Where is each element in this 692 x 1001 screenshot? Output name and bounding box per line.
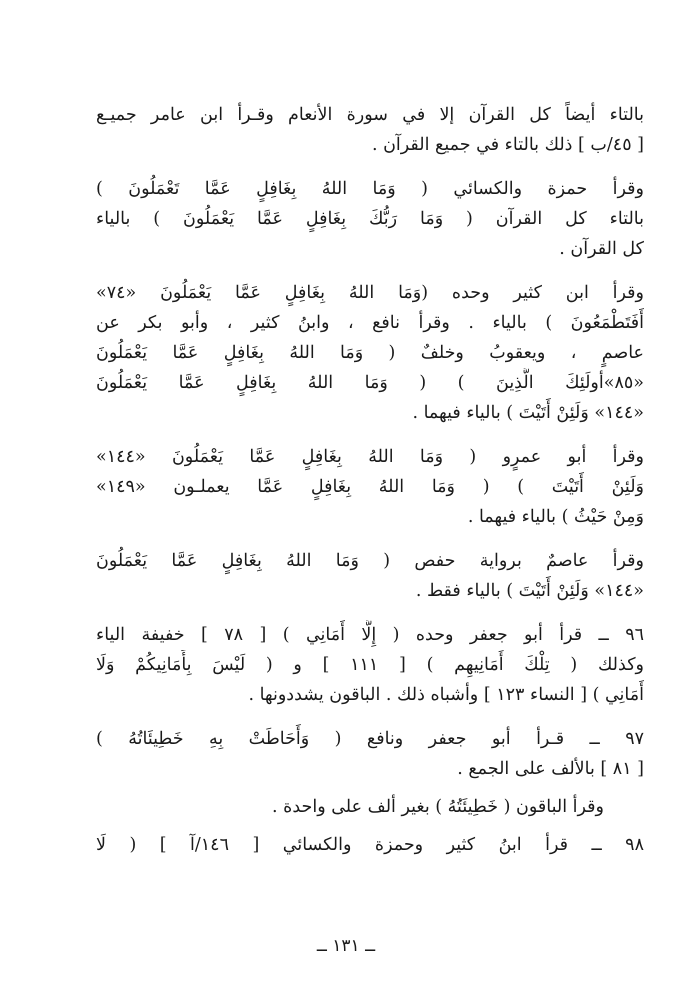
text-line: أَفَتَطْمَعُونَ ) بالياء . وقرأ نافع ، وابنُ كثير ، وأبو بكر عن <box>96 313 644 333</box>
text-line: وقرأ عاصمٌ برواية حفص ( وَمَا اللهُ بِغَافِلٍ عَمَّا يَعْمَلُونَ <box>96 551 644 571</box>
text-line: [ ٤٥/ب ] ذلك بالتاء في جميع القرآن . <box>371 135 644 155</box>
paragraph-8 <box>96 792 644 822</box>
text-line: وقرأ أبو عمرٍو ( وَمَا اللهُ بِغَافِلٍ عَمَّا يَعْمَلُونَ «١٤٤» <box>96 447 644 467</box>
text-line: أَمَانِي ) [ النساء ١٢٣ ] وأشباه ذلك . الباقون يشددونها . <box>248 685 644 705</box>
paragraph-1 <box>96 100 644 160</box>
text-line: ٩٧ ــ قـرأ أبو جعفر ونافع ( وَأَحَاطَتْ بِهِ خَطِيئَاتُهُ ) <box>96 729 644 749</box>
text-line: بالتاء أيضاً كل القرآن إلا في سورة الأنعام وقـرأ ابن عامر جميـع <box>96 105 644 125</box>
paragraph-2 <box>96 174 644 264</box>
text-line: كل القرآن . <box>559 239 644 259</box>
text-line: وقرأ حمزة والكسائي ( وَمَا اللهُ بِغَافِلٍ عَمَّا تَعْمَلُونَ ) <box>96 179 644 199</box>
page-number: ــ ١٣١ ــ <box>316 936 376 956</box>
paragraph-5 <box>96 546 644 606</box>
text-line: «١٤٤» وَلَئِنْ أَتَيْتَ ) بالياء فيهما . <box>412 403 644 423</box>
paragraph-4 <box>96 442 644 532</box>
text-line: وقرأ الباقون ( خَطِيئَتُهُ ) بغير ألف على واحدة . <box>272 797 604 817</box>
paragraph-9 <box>96 830 644 860</box>
paragraph-6 <box>96 620 644 710</box>
text-line: وَلَئِنْ أَتَيْتَ ) ( وَمَا اللهُ بِغَافِلٍ عَمَّا يعملـون «١٤٩» <box>96 477 644 497</box>
text-line: بالتاء كل القرآن ( وَمَا رَبُّكَ بِغَافِلٍ عَمَّا يَعْمَلُونَ ) بالياء <box>96 209 644 229</box>
text-line: وقرأ ابن كثير وحده (وَمَا اللهُ بِغَافِلٍ عَمَّا يَعْمَلُونَ «٧٤» <box>96 283 644 303</box>
text-line: وَمِنْ حَيْثُ ) بالياء فيهما . <box>467 507 644 527</box>
text-line: وكذلك ( تِلْكَ أَمَانِيهِم ) [ ١١١ ] و ( لَيْسَ بِأَمَانِيكُمْ وَلَا <box>96 655 644 675</box>
body-text <box>96 100 644 860</box>
text-line: «٨٥»أولَئِكَ الَّذِينَ ) ( وَمَا اللهُ بِغَافِلٍ عَمَّا يَعْمَلُونَ <box>96 373 644 393</box>
paragraph-7 <box>96 724 644 784</box>
text-line: عاصمٍ ، ويعقوبُ وخلفٌ ( وَمَا اللهُ بِغَافِلٍ عَمَّا يَعْمَلُونَ <box>96 343 644 363</box>
text-line: «١٤٤» وَلَئِنْ أَتَيْتَ ) بالياء فقط . <box>415 581 644 601</box>
text-line: ٩٨ ــ قرأ ابنُ كثير وحمزة والكسائي [ ١٤٦/آ ] ( لَا <box>96 835 644 855</box>
text-line: ٩٦ ــ قرأ أبو جعفر وحده ( إِلَّا أَمَانِي ) [ ٧٨ ] خفيفة الياء <box>96 625 644 645</box>
text-line: [ ٨١ ] بالألف على الجمع . <box>457 759 644 779</box>
paragraph-3 <box>96 278 644 428</box>
